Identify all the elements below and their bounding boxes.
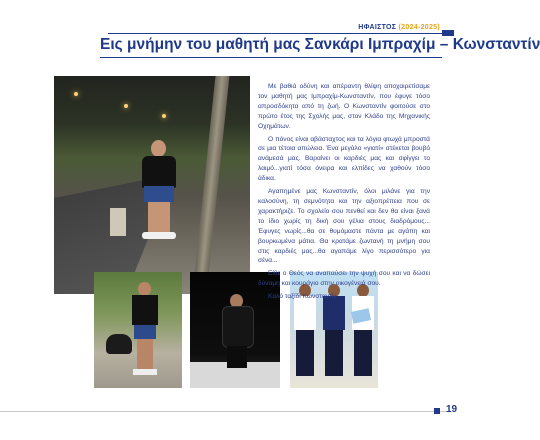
street-lamp (162, 114, 166, 118)
paragraph: Αγαπημένε μας Κωνσταντίν, όλοι μιλάνε για την καλοσύνη, τη σεμνότητα και την αξιοπρέπεια που σε χαρακτήριζε. Το σχολείο σου πενθεί και δεν θα είναι ξανά το ίδιο χωρίς τη δική σου γέλια στους διαδρόμους... Έφυγες νωρίς...θα σε θυμόμαστε πάντα με αγάπη και βουρκωμένα μάτια. Θα κρατάμε ζωντανή τη μνήμη σου στις καρδιές μας...θα αγαπάμε λίγο περισσότερο για σένα... (258, 188, 430, 265)
article-title: Εις μνήμην του μαθητή μας Σανκάρι Ιμπραχίμ – Κωνσταντίν (100, 36, 540, 53)
photo-with-dog (94, 272, 182, 388)
street-lamp (124, 104, 128, 108)
student-figure (136, 140, 182, 244)
journal-header (358, 24, 440, 31)
page-number: 19 (446, 404, 458, 415)
paragraph: Καλό ταξίδι Κωνσταντίν. (268, 293, 339, 301)
footer-marker (434, 408, 440, 414)
journal-name: ΗΦΑΙΣΤΟΣ (358, 24, 397, 31)
paragraph: Με βαθιά οδύνη και απέραντη θλίψη αποχαιρετίσαμε τον μαθητή μας Ιμπραχίμ-Κωνσταντίν, που έφυγε τόσο απροσδόκητα από τη ζωή. Ο Κωνσταντίν φοιτούσε στο πρώτο έτος της Σχολής μας, στον Κλάδο της Μηχανικής Οχημάτων. (258, 83, 430, 130)
tree-trunk (193, 76, 230, 294)
student-figure (130, 282, 160, 378)
article-body (258, 82, 430, 305)
paragraph: Ο πόνος είναι αβάσταχτος και τα λόγια φτωχά μπροστά σε μια τέτοια απώλεια. Ένα μεγάλο «γιατί» στέκεται βουβό ανάμεσά μας. Βαραίνει οι καρδιές μας και σφίγγει το λαιμό...γιατί τόσα όνειρα και ελπίδες να χαθούν τόσο άδικα. (258, 135, 430, 183)
student-figure (222, 294, 252, 368)
paragraph: Είθε ο Θεός να αναπαύσει την ψυχή σου και να δώσει δύναμη και κουράγιο στην οικογένειά σου. (258, 270, 430, 288)
header-rule (108, 33, 442, 34)
main-photo (54, 76, 250, 294)
journal-issue: (2024-2025) (398, 24, 440, 31)
footer-rule (0, 411, 448, 412)
bollard (110, 208, 126, 236)
street-lamp (74, 92, 78, 96)
title-rule (100, 57, 442, 58)
dog-figure (106, 334, 132, 354)
